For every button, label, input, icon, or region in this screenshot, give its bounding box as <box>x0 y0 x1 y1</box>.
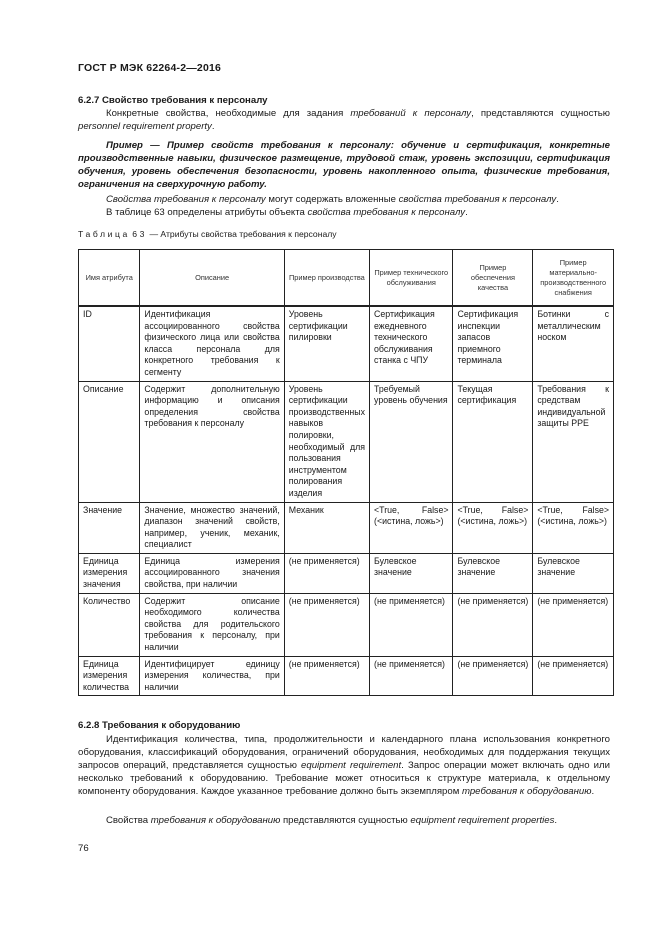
table-row <box>79 553 614 593</box>
section-6-2-8-paragraph-2 <box>78 814 610 827</box>
section-6-2-8-paragraph-1 <box>78 733 610 798</box>
header-cell: Пример производства <box>284 250 369 307</box>
table-cell: Содержит дополнительную информацию и описания определения свойства требования к персоналу <box>140 381 284 502</box>
table-caption <box>78 229 337 239</box>
term-run: требований к персоналу <box>350 108 472 119</box>
text-run: . <box>591 786 595 797</box>
section-6-2-7-paragraph-2 <box>78 193 610 206</box>
document-header: ГОСТ Р МЭК 62264-2—2016 <box>78 62 222 74</box>
table-cell: (не применяется) <box>453 656 533 696</box>
table-cell: <True, False> (<истина, ложь>) <box>370 502 453 553</box>
table-cell: Содержит описание необходимого количества свойства для родительского требования к персоналу, при наличии <box>140 593 284 656</box>
header-cell: Пример материально-производственного снабжения <box>533 250 614 307</box>
table-cell: Уровень сертификации производственных навыков полировки, необходимый для пользования инструментом полирования изделия <box>284 381 369 502</box>
term-run: требования к оборудованию <box>461 786 592 797</box>
table-cell: (не применяется) <box>284 656 369 696</box>
table-cell: ID <box>79 306 140 381</box>
text-run: . <box>556 194 559 205</box>
text-run: В таблице 63 определены атрибуты объекта <box>106 207 308 218</box>
header-cell: Пример обеспечения качества <box>453 250 533 307</box>
table-cell: <True, False> (<истина, ложь>) <box>533 502 614 553</box>
text-run: могут содержать вложенные <box>265 194 399 205</box>
table-cell: Количество <box>79 593 140 656</box>
caption-number: 63 <box>132 229 148 239</box>
table-row <box>79 502 614 553</box>
section-6-2-8-heading: 6.2.8 Требования к оборудованию <box>78 720 241 731</box>
table-cell: Значение, множество значений, диапазон значений свойств, например, ученик, механик, специалист <box>140 502 284 553</box>
term-run: equipment requirement <box>301 760 402 771</box>
text-run: . <box>554 815 558 826</box>
text-run: представляются сущностью <box>280 815 411 826</box>
table-cell: Единица измерения количества <box>79 656 140 696</box>
header-cell: Описание <box>140 250 284 307</box>
table-cell: Идентифицирует единицу измерения количества, при наличии <box>140 656 284 696</box>
table-cell: Сертификация ежедневного технического обслуживания станка с ЧПУ <box>370 306 453 381</box>
table-cell: Ботинки с металлическим носком <box>533 306 614 381</box>
section-6-2-7-heading: 6.2.7 Свойство требования к персоналу <box>78 95 268 106</box>
text-run: . <box>211 121 215 132</box>
text-run: Свойства <box>106 815 151 826</box>
table-cell: (не применяется) <box>533 656 614 696</box>
table-cell: Текущая сертификация <box>453 381 533 502</box>
example-note: Пример — Пример свойств требования к персоналу: обучение и сертификация, конкретные производственные навыки, физическое размещение, трудовой стаж, уровень экспозиции, сертификация обучения, уровень обеспечения безопасности, уровень накопленного опыта, физические требования, ограничения на сверхурочную работу. <box>78 140 610 190</box>
table-cell: Требования к средствам индивидуальной защиты PPE <box>533 381 614 502</box>
table-cell: Единица измерения ассоциированного значения свойства, при наличии <box>140 553 284 593</box>
table-cell: <True, False> (<истина, ложь>) <box>453 502 533 553</box>
table-header-row <box>79 250 614 307</box>
header-cell: Пример технического обслуживания <box>370 250 453 307</box>
table-cell: (не применяется) <box>284 593 369 656</box>
header-cell: Имя атрибута <box>79 250 140 307</box>
term-run: Свойства требования к персоналу <box>106 194 266 205</box>
section-6-2-7-paragraph-1 <box>78 107 610 133</box>
table-row <box>79 593 614 656</box>
text-run: Идентификация количества, типа, продолжительности и календарного плана использования конкретного оборудования, классификаций оборудования, ограничений оборудования, необходимых для поддержания текущих запросов операций, представляется сущностью <box>78 734 610 771</box>
table-row <box>79 656 614 696</box>
term-run: personnel requirement property <box>78 121 212 132</box>
table-cell: Сертификация инспекции запасов приемного терминала <box>453 306 533 381</box>
text-run: . Запрос операции может включать одно или несколько требований к оборудованию. Требование может относиться к структуре материала, к отдельному компоненту оборудования. Каждое указанное требование должно быть экземпляром <box>78 760 610 797</box>
table-cell: (не применяется) <box>370 593 453 656</box>
table-cell: Уровень сертификации пилировки <box>284 306 369 381</box>
table-cell: Механик <box>284 502 369 553</box>
table-cell: Булевское значение <box>533 553 614 593</box>
table-cell: Значение <box>79 502 140 553</box>
section-6-2-7-paragraph-3 <box>78 206 610 219</box>
table-cell: Требуемый уровень обучения <box>370 381 453 502</box>
caption-prefix: Таблица <box>78 229 130 239</box>
table-cell: Булевское значение <box>453 553 533 593</box>
term-run: свойства требования к персоналу <box>307 207 466 218</box>
table-cell: Описание <box>79 381 140 502</box>
table-row <box>79 306 614 381</box>
term-run: equipment requirement properties <box>410 815 555 826</box>
term-run: требования к оборудованию <box>150 815 281 826</box>
table-cell: (не применяется) <box>453 593 533 656</box>
table-cell: (не применяется) <box>284 553 369 593</box>
table-row <box>79 381 614 502</box>
text-run: Конкретные свойства, необходимые для задания <box>106 108 351 119</box>
caption-text: — Атрибуты свойства требования к персоналу <box>149 229 337 239</box>
page-number: 76 <box>78 843 89 854</box>
text-run: , представляются сущностью <box>471 108 611 119</box>
table-cell: Булевское значение <box>370 553 453 593</box>
table-cell: (не применяется) <box>533 593 614 656</box>
text-run: . <box>465 207 468 218</box>
table-cell: Единица измерения значения <box>79 553 140 593</box>
term-run: свойства требования к персоналу <box>398 194 557 205</box>
table-cell: Идентификация ассоциированного свойства физического лица или свойства класса персонала для конкретного требования к сегменту <box>140 306 284 381</box>
attributes-table <box>78 249 614 696</box>
table-cell: (не применяется) <box>370 656 453 696</box>
